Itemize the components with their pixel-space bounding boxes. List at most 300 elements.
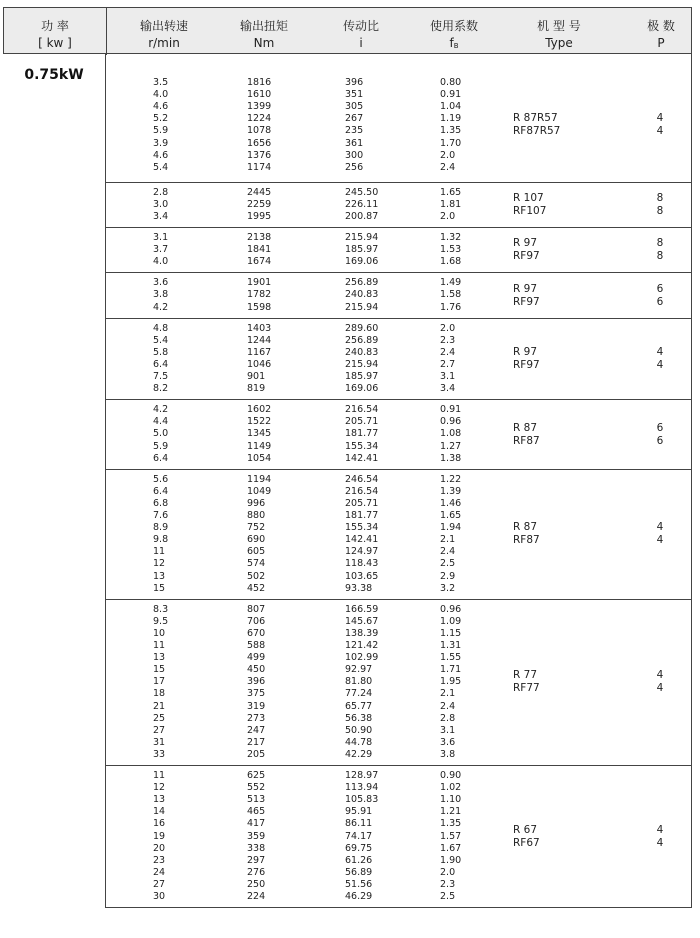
ratio-cell: 235 [345,125,364,137]
service-factor-cell: 1.02 [440,782,462,794]
service-factor-cell: 1.90 [440,854,462,866]
torque-cell: 1174 [247,161,272,173]
pole-value: 6 [656,421,664,434]
ratio-cell: 113.94 [345,782,379,794]
speed-cell: 30 [153,891,166,903]
service-factor-cell: 2.0 [440,149,456,161]
service-factor-cell: 1.38 [440,452,462,464]
speed-cell: 8.3 [153,603,169,615]
speed-cell: 6.4 [153,358,169,370]
speed-cell: 19 [153,830,166,842]
torque-cell: 273 [247,712,266,724]
pole-count [650,669,670,695]
ratio-cell: 102.99 [345,652,379,664]
speed-cell: 6.4 [153,452,169,464]
row-group [105,228,692,273]
speed-cell: 5.9 [153,440,169,452]
speed-cell: 3.7 [153,244,169,256]
service-factor-cell: 3.2 [440,582,456,594]
torque-cell: 706 [247,615,266,627]
torque-cell: 297 [247,854,266,866]
ratio-cell: 93.38 [345,582,373,594]
torque-cell: 690 [247,534,266,546]
torque-cell: 359 [247,830,266,842]
ratio-cell: 205.71 [345,416,379,428]
speed-cell: 33 [153,748,166,760]
torque-cell: 1049 [247,485,272,497]
model-type-label: R 87 [513,421,537,434]
model-type-label: R 97 [513,237,537,250]
model-type-label: R 107 [513,191,544,204]
ratio-cell: 216.54 [345,485,379,497]
service-factor-cell: 1.57 [440,830,462,842]
model-type-label: RF97 [513,295,540,308]
torque-cell: 1674 [247,256,272,268]
torque-cell: 205 [247,748,266,760]
speed-cell: 21 [153,700,166,712]
header-service-factor: 使用系数 fB [429,19,478,50]
torque-cell: 1610 [247,89,272,101]
model-type-label: RF87R57 [513,125,561,138]
speed-cell: 5.4 [153,161,169,173]
torque-cell: 513 [247,794,266,806]
service-factor-cell: 1.39 [440,485,462,497]
ratio-cell: 138.39 [345,627,379,639]
service-factor-cell: 1.15 [440,627,462,639]
speed-cell: 3.0 [153,198,169,210]
service-factor-cell: 1.58 [440,289,462,301]
speed-cell: 12 [153,782,166,794]
speed-cell: 3.9 [153,137,169,149]
torque-cell: 452 [247,582,266,594]
speed-cell: 13 [153,652,166,664]
ratio-cell: 205.71 [345,497,379,509]
torque-cell: 2138 [247,232,272,244]
pole-value: 8 [656,250,664,263]
pole-value: 4 [656,112,664,125]
header-ratio: 传动比 i [342,19,379,50]
header-divider [106,8,107,55]
ratio-cell: 121.42 [345,640,379,652]
speed-cell: 14 [153,806,166,818]
ratio-cell: 61.26 [345,854,373,866]
service-factor-cell: 1.09 [440,615,462,627]
table-header [3,7,692,54]
ratio-cell: 65.77 [345,700,373,712]
speed-cell: 4.0 [153,89,169,101]
torque-cell: 588 [247,640,266,652]
speed-cell: 4.8 [153,322,169,334]
torque-cell: 319 [247,700,266,712]
torque-cell: 396 [247,676,266,688]
speed-cell: 16 [153,818,166,830]
model-type-label: RF67 [513,836,540,849]
service-factor-cell: 2.8 [440,712,456,724]
service-factor-cell: 1.49 [440,277,462,289]
service-factor-cell: 3.4 [440,383,456,395]
model-type-label: RF87 [513,534,540,547]
service-factor-cell: 0.91 [440,89,462,101]
speed-cell: 7.5 [153,371,169,383]
speed-cell: 11 [153,546,166,558]
model-type [513,521,623,547]
pole-count [650,521,670,547]
ratio-cell: 361 [345,137,364,149]
ratio-cell: 145.67 [345,615,379,627]
torque-cell: 901 [247,371,266,383]
ratio-cell: 105.83 [345,794,379,806]
service-factor-cell: 2.0 [440,210,456,222]
service-factor-cell: 2.4 [440,700,456,712]
torque-cell: 1782 [247,289,272,301]
ratio-cell: 103.65 [345,570,379,582]
model-type [513,192,623,218]
service-factor-cell: 2.5 [440,891,456,903]
torque-cell: 499 [247,652,266,664]
service-factor-cell: 0.96 [440,603,462,615]
model-type [513,283,623,309]
speed-cell: 23 [153,854,166,866]
pole-value: 6 [656,295,664,308]
ratio-cell: 256 [345,161,364,173]
ratio-cell: 169.06 [345,256,379,268]
speed-cell: 3.1 [153,232,169,244]
service-factor-cell: 1.81 [440,198,462,210]
speed-cell: 15 [153,582,166,594]
torque-cell: 1602 [247,404,272,416]
speed-cell: 5.4 [153,334,169,346]
speed-cell: 4.0 [153,256,169,268]
torque-cell: 1054 [247,452,272,464]
torque-cell: 1244 [247,334,272,346]
ratio-cell: 305 [345,101,364,113]
torque-cell: 465 [247,806,266,818]
speed-cell: 27 [153,724,166,736]
speed-cell: 13 [153,794,166,806]
header-poles: 极 数 P [647,19,675,50]
speed-cell: 3.6 [153,277,169,289]
torque-cell: 819 [247,383,266,395]
speed-cell: 8.2 [153,383,169,395]
service-factor-cell: 2.1 [440,534,456,546]
service-factor-cell: 1.71 [440,664,462,676]
ratio-cell: 245.50 [345,186,379,198]
speed-cell: 24 [153,866,166,878]
torque-cell: 375 [247,688,266,700]
speed-cell: 12 [153,558,166,570]
pole-value: 4 [656,521,664,534]
service-factor-cell: 0.80 [440,77,462,88]
row-group [105,600,692,766]
torque-cell: 450 [247,664,266,676]
model-type [513,112,623,138]
torque-cell: 1376 [247,149,272,161]
ratio-cell: 226.11 [345,198,379,210]
service-factor-cell: 1.68 [440,256,462,268]
pole-count [650,824,670,850]
ratio-cell: 215.94 [345,358,379,370]
ratio-cell: 56.38 [345,712,373,724]
speed-cell: 5.9 [153,125,169,137]
ratio-cell: 95.91 [345,806,373,818]
ratio-cell: 81.80 [345,676,373,688]
pole-value: 6 [656,282,664,295]
service-factor-cell: 3.1 [440,371,456,383]
ratio-cell: 142.41 [345,452,379,464]
speed-cell: 6.4 [153,485,169,497]
torque-cell: 996 [247,497,266,509]
model-type-label: RF87 [513,434,540,447]
service-factor-cell: 2.5 [440,558,456,570]
model-type [513,346,623,372]
speed-cell: 4.4 [153,416,169,428]
torque-cell: 880 [247,510,266,522]
torque-cell: 552 [247,782,266,794]
pole-value: 4 [656,823,664,836]
service-factor-cell: 2.9 [440,570,456,582]
service-factor-cell: 3.8 [440,748,456,760]
speed-cell: 13 [153,570,166,582]
ratio-cell: 256.89 [345,277,379,289]
ratio-cell: 185.97 [345,244,379,256]
ratio-cell: 289.60 [345,322,379,334]
torque-cell: 276 [247,866,266,878]
ratio-cell: 128.97 [345,770,379,782]
pole-count [650,422,670,448]
model-type [513,669,623,695]
torque-cell: 752 [247,522,266,534]
torque-cell: 502 [247,570,266,582]
row-group [105,54,692,183]
ratio-cell: 267 [345,113,364,125]
ratio-cell: 51.56 [345,878,373,890]
speed-cell: 4.6 [153,101,169,113]
speed-cell: 6.8 [153,497,169,509]
ratio-cell: 181.77 [345,510,379,522]
torque-cell: 605 [247,546,266,558]
torque-cell: 625 [247,770,266,782]
pole-value: 4 [656,358,664,371]
pole-count [650,192,670,218]
ratio-cell: 166.59 [345,603,379,615]
torque-cell: 1194 [247,473,272,485]
service-factor-cell: 1.94 [440,522,462,534]
pole-value: 4 [656,534,664,547]
service-factor-cell: 2.4 [440,346,456,358]
ratio-cell: 215.94 [345,232,379,244]
torque-cell: 250 [247,878,266,890]
torque-cell: 417 [247,818,266,830]
ratio-cell: 300 [345,149,364,161]
ratio-cell: 396 [345,77,364,88]
service-factor-cell: 1.70 [440,137,462,149]
torque-cell: 1816 [247,77,272,88]
service-factor-cell: 1.19 [440,113,462,125]
ratio-cell: 118.43 [345,558,379,570]
torque-cell: 1224 [247,113,272,125]
ratio-cell: 50.90 [345,724,373,736]
service-factor-cell: 2.3 [440,878,456,890]
ratio-cell: 155.34 [345,522,379,534]
pole-count [650,237,670,263]
service-factor-cell: 1.35 [440,125,462,137]
pole-value: 4 [656,345,664,358]
speed-cell: 5.6 [153,473,169,485]
model-type-label: R 87R57 [513,112,558,125]
ratio-cell: 215.94 [345,301,379,313]
service-factor-cell: 1.55 [440,652,462,664]
torque-cell: 807 [247,603,266,615]
speed-cell: 3.5 [153,77,169,88]
torque-cell: 574 [247,558,266,570]
speed-cell: 5.8 [153,346,169,358]
torque-cell: 1403 [247,322,272,334]
ratio-cell: 142.41 [345,534,379,546]
pole-value: 4 [656,682,664,695]
header-torque: 输出扭矩 Nm [239,19,288,50]
torque-cell: 1399 [247,101,272,113]
service-factor-cell: 3.1 [440,724,456,736]
ratio-cell: 74.17 [345,830,373,842]
speed-cell: 4.2 [153,301,169,313]
torque-cell: 1167 [247,346,272,358]
torque-cell: 1995 [247,210,272,222]
model-type-label: R 77 [513,669,537,682]
header-power: 功 率 [ kw ] [38,19,72,50]
speed-cell: 4.6 [153,149,169,161]
pole-count [650,283,670,309]
row-group [105,766,692,908]
pole-value: 4 [656,669,664,682]
speed-cell: 17 [153,676,166,688]
header-type: 机 型 号 Type [537,19,581,50]
torque-cell: 1841 [247,244,272,256]
ratio-cell: 92.97 [345,664,373,676]
torque-cell: 217 [247,736,266,748]
pole-count [650,346,670,372]
speed-cell: 5.2 [153,113,169,125]
model-type-label: R 67 [513,823,537,836]
speed-cell: 3.4 [153,210,169,222]
model-type-label: RF107 [513,204,547,217]
pole-value: 4 [656,125,664,138]
torque-cell: 1046 [247,358,272,370]
service-factor-cell: 1.95 [440,676,462,688]
speed-cell: 8.9 [153,522,169,534]
speed-cell: 11 [153,640,166,652]
service-factor-cell: 1.53 [440,244,462,256]
ratio-cell: 44.78 [345,736,373,748]
pole-value: 8 [656,191,664,204]
service-factor-cell: 2.4 [440,161,456,173]
speed-cell: 25 [153,712,166,724]
torque-cell: 2259 [247,198,272,210]
pole-value: 8 [656,204,664,217]
ratio-cell: 200.87 [345,210,379,222]
model-type-label: RF97 [513,358,540,371]
ratio-cell: 86.11 [345,818,373,830]
service-factor-cell: 2.1 [440,688,456,700]
ratio-cell: 124.97 [345,546,379,558]
row-group [105,183,692,228]
speed-cell: 20 [153,842,166,854]
service-factor-cell: 3.6 [440,736,456,748]
torque-cell: 1149 [247,440,272,452]
speed-cell: 15 [153,664,166,676]
service-factor-cell: 1.35 [440,818,462,830]
ratio-cell: 216.54 [345,404,379,416]
ratio-cell: 69.75 [345,842,373,854]
speed-cell: 5.0 [153,428,169,440]
service-factor-cell: 1.46 [440,497,462,509]
service-factor-cell: 2.0 [440,866,456,878]
row-group [105,319,692,401]
pole-count [650,112,670,138]
torque-cell: 670 [247,627,266,639]
speed-cell: 9.5 [153,615,169,627]
service-factor-cell: 1.65 [440,186,462,198]
service-factor-cell: 1.65 [440,510,462,522]
torque-cell: 1656 [247,137,272,149]
speed-cell: 9.8 [153,534,169,546]
torque-cell: 1078 [247,125,272,137]
service-factor-cell: 2.7 [440,358,456,370]
pole-value: 4 [656,836,664,849]
torque-cell: 338 [247,842,266,854]
service-factor-cell: 0.90 [440,770,462,782]
speed-cell: 11 [153,770,166,782]
speed-cell: 3.8 [153,289,169,301]
model-type [513,237,623,263]
service-factor-cell: 1.22 [440,473,462,485]
torque-cell: 1598 [247,301,272,313]
ratio-cell: 181.77 [345,428,379,440]
power-value: 0.75kW [24,67,84,83]
ratio-cell: 246.54 [345,473,379,485]
ratio-cell: 42.29 [345,748,373,760]
torque-cell: 1345 [247,428,272,440]
service-factor-cell: 1.04 [440,101,462,113]
service-factor-cell: 0.91 [440,404,462,416]
header-speed: 输出转速 r/min [139,19,188,50]
ratio-cell: 77.24 [345,688,373,700]
service-factor-cell: 1.21 [440,806,462,818]
service-factor-cell: 2.0 [440,322,456,334]
service-factor-cell: 1.31 [440,640,462,652]
model-type-label: RF77 [513,682,540,695]
service-factor-cell: 1.08 [440,428,462,440]
ratio-cell: 240.83 [345,346,379,358]
service-factor-cell: 1.27 [440,440,462,452]
speed-cell: 7.6 [153,510,169,522]
model-type-label: R 87 [513,521,537,534]
row-group [105,273,692,318]
torque-cell: 2445 [247,186,272,198]
service-factor-cell: 1.32 [440,232,462,244]
pole-value: 8 [656,237,664,250]
speed-cell: 10 [153,627,166,639]
model-type-label: R 97 [513,282,537,295]
speed-cell: 2.8 [153,186,169,198]
ratio-cell: 256.89 [345,334,379,346]
model-type [513,422,623,448]
ratio-cell: 155.34 [345,440,379,452]
service-factor-cell: 2.4 [440,546,456,558]
torque-cell: 1901 [247,277,272,289]
ratio-cell: 46.29 [345,891,373,903]
pole-value: 6 [656,434,664,447]
torque-cell: 1522 [247,416,272,428]
